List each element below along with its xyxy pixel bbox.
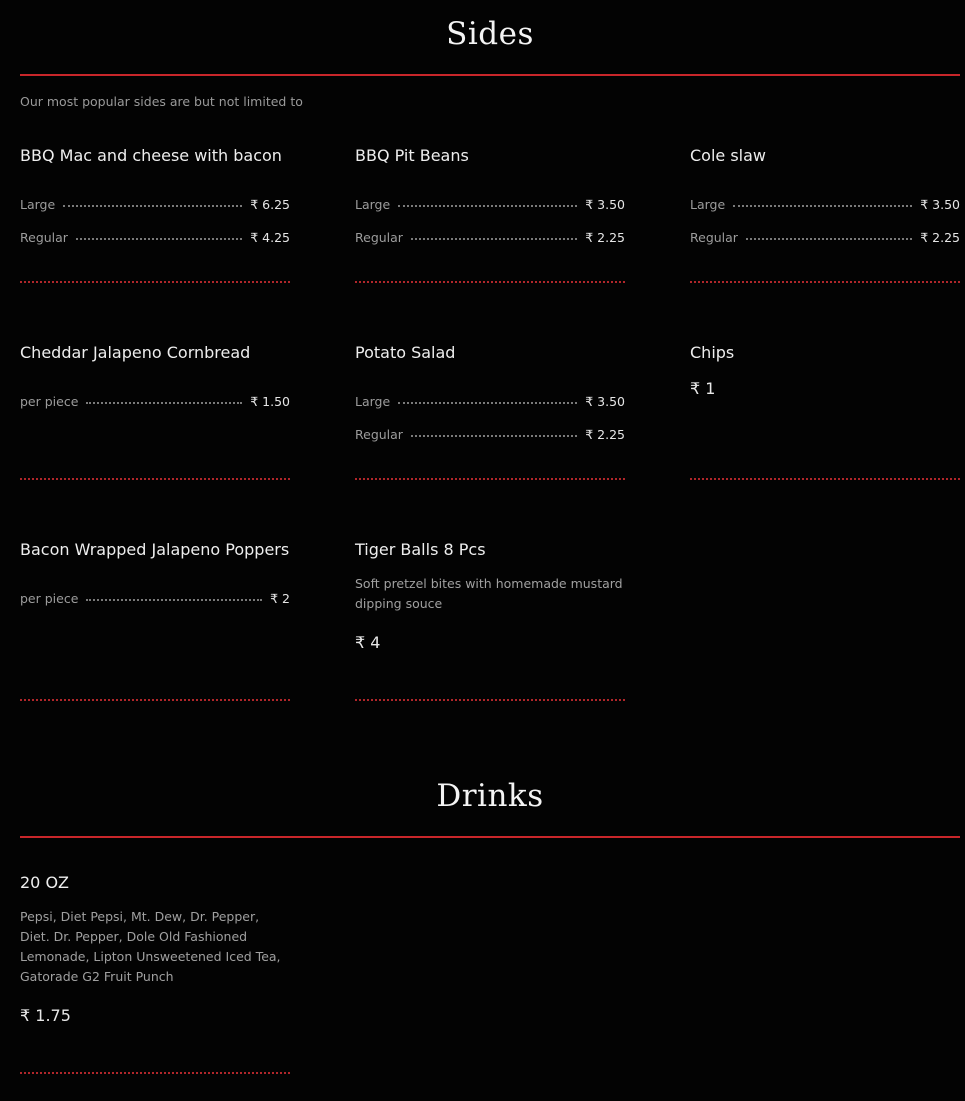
menu-item-bbq-mac-and-cheese[interactable]: [20, 145, 290, 245]
item-separator: [690, 478, 960, 480]
price-value: ₹ 6.25: [250, 197, 290, 212]
menu-item-name: Potato Salad: [355, 343, 456, 362]
menu-item-name: Cole slaw: [690, 146, 767, 165]
menu-item-bbq-pit-beans[interactable]: [355, 145, 625, 245]
item-separator: [355, 281, 625, 283]
size-label: Regular: [690, 230, 738, 245]
dotted-leader: [63, 205, 242, 207]
dotted-leader: [411, 238, 577, 240]
item-separator: [355, 699, 625, 701]
menu-item-description: Pepsi, Diet Pepsi, Mt. Dew, Dr. Pepper, Diet. Dr. Pepper, Dole Old Fashioned Lemonade, Lipton Unsweetened Iced Tea, Gatorade G2 Fruit Punch: [20, 909, 281, 984]
price-value: ₹ 3.50: [920, 197, 960, 212]
price-row-large: [690, 192, 960, 212]
sides-section-title: Sides: [446, 16, 534, 52]
menu-item-name: BBQ Mac and cheese with bacon: [20, 146, 282, 165]
price-row-regular: [690, 225, 960, 245]
size-label: Large: [20, 197, 56, 212]
sides-title-divider: [20, 74, 960, 76]
menu-item-cheddar-jalapeno-cornbread[interactable]: [20, 342, 290, 409]
menu-item-potato-salad[interactable]: [355, 342, 625, 442]
dotted-leader: [398, 402, 577, 404]
price-row-large: [355, 389, 625, 409]
size-label: Regular: [355, 427, 403, 442]
menu-item-name: 20 OZ: [20, 873, 69, 892]
price-row-large: [355, 192, 625, 212]
size-label: Large: [690, 197, 726, 212]
menu-item-name: Chips: [690, 343, 735, 362]
price-value: ₹ 2.25: [920, 230, 960, 245]
item-separator: [20, 281, 290, 283]
item-separator: [20, 699, 290, 701]
menu-item-name: Tiger Balls 8 Pcs: [355, 540, 486, 559]
drinks-title-divider: [20, 836, 960, 838]
price-row-regular: [355, 422, 625, 442]
menu-item-cole-slaw[interactable]: [690, 145, 960, 245]
price-value: ₹ 2.25: [585, 427, 625, 442]
menu-item-chips[interactable]: [690, 342, 960, 398]
menu-item-bacon-wrapped-jalapeno-poppers[interactable]: [20, 539, 290, 606]
price-row-large: [20, 192, 290, 212]
drinks-section-title: Drinks: [436, 778, 544, 814]
price-value: ₹ 3.50: [585, 197, 625, 212]
menu-item-tiger-balls[interactable]: [355, 539, 625, 652]
size-label: per piece: [20, 591, 79, 606]
menu-item-description: Soft pretzel bites with homemade mustard dipping souce: [355, 576, 623, 611]
price-row-regular: [20, 225, 290, 245]
menu-item-name: Bacon Wrapped Jalapeno Poppers: [20, 540, 290, 559]
price-value: ₹ 1.50: [250, 394, 290, 409]
size-label: Large: [355, 394, 391, 409]
size-label: Large: [355, 197, 391, 212]
price-value: ₹ 2: [270, 591, 290, 606]
size-label: Regular: [355, 230, 403, 245]
price-value: ₹ 1.75: [20, 1006, 71, 1025]
price-value: ₹ 4: [355, 633, 381, 652]
menu-item-name: Cheddar Jalapeno Cornbread: [20, 343, 251, 362]
item-separator: [20, 1072, 290, 1074]
price-value: ₹ 3.50: [585, 394, 625, 409]
price-row-per-piece: [20, 586, 290, 606]
size-label: Regular: [20, 230, 68, 245]
dotted-leader: [86, 599, 262, 601]
item-separator: [20, 478, 290, 480]
price-value: ₹ 1: [690, 379, 716, 398]
dotted-leader: [398, 205, 577, 207]
item-separator: [690, 281, 960, 283]
dotted-leader: [86, 402, 242, 404]
menu-item-name: BBQ Pit Beans: [355, 146, 469, 165]
dotted-leader: [76, 238, 242, 240]
item-separator: [355, 478, 625, 480]
price-row-per-piece: [20, 389, 290, 409]
dotted-leader: [411, 435, 577, 437]
size-label: per piece: [20, 394, 79, 409]
dotted-leader: [746, 238, 912, 240]
sides-intro-text: Our most popular sides are but not limited to: [20, 94, 303, 109]
menu-item-20-oz[interactable]: [20, 872, 290, 1025]
price-value: ₹ 2.25: [585, 230, 625, 245]
price-row-regular: [355, 225, 625, 245]
dotted-leader: [733, 205, 912, 207]
price-value: ₹ 4.25: [250, 230, 290, 245]
